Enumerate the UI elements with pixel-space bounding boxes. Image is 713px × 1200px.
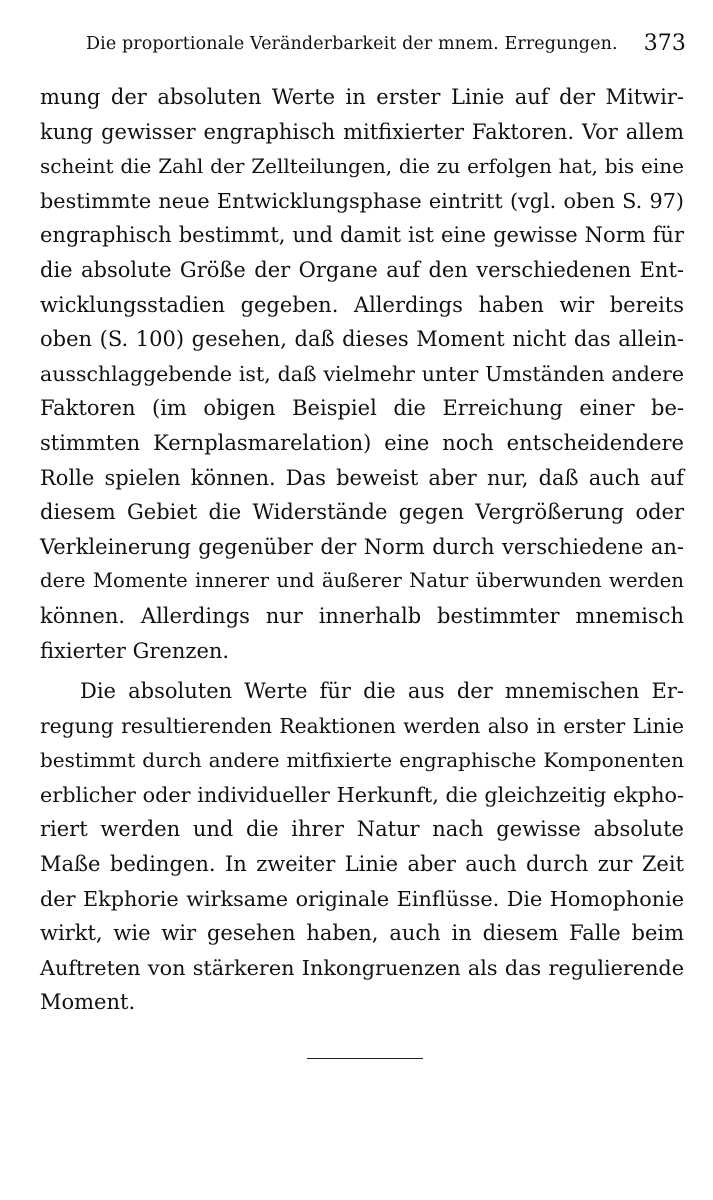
running-title: Die proportionale Veränderbarkeit der mnem. Erregungen. [86, 34, 618, 54]
text-line: fixierter Grenzen. [40, 638, 230, 663]
text-line: scheint die Zahl der Zellteilungen, die zu erfolgen hat, bis eine [40, 154, 684, 179]
text-line: Rolle spielen können. Das beweist aber nur, daß auch auf [40, 465, 684, 490]
text-line: riert werden und die ihrer Natur nach gewisse absolute [40, 817, 684, 842]
text-line: ausschlaggebende ist, daß vielmehr unter Umständen andere [40, 361, 684, 386]
text-line: bestimmt durch andere mitfixierte engraphische Komponenten [40, 748, 684, 773]
text-line: stimmten Kernplasmarelation) eine noch entscheidendere [40, 430, 684, 455]
text-line: können. Allerdings nur innerhalb bestimmter mnemisch [40, 603, 684, 628]
text-line: die absolute Größe der Organe auf den verschiedenen Ent- [40, 257, 684, 282]
text-line: regung resultierenden Reaktionen werden also in erster Linie [40, 713, 684, 738]
page-number: 373 [643, 31, 686, 56]
text-line: wicklungsstadien gegeben. Allerdings haben wir bereits [40, 292, 684, 317]
text-line: diesem Gebiet die Widerstände gegen Vergrößerung oder [40, 500, 684, 525]
text-line: erblicher oder individueller Herkunft, die gleichzeitig ekpho- [40, 782, 684, 807]
text-line: kung gewisser engraphisch mitfixierter Faktoren. Vor allem [40, 119, 684, 144]
body-text [40, 80, 684, 1020]
text-line: Faktoren (im obigen Beispiel die Erreichung einer be- [40, 396, 684, 421]
text-line: engraphisch bestimmt, und damit ist eine gewisse Norm für [40, 223, 684, 248]
text-line: Verkleinerung gegenüber der Norm durch verschiedene an- [40, 534, 684, 559]
text-line: Moment. [40, 990, 136, 1015]
text-line: bestimmte neue Entwicklungsphase eintritt (vgl. oben S. 97) [40, 188, 684, 213]
text-line: oben (S. 100) gesehen, daß dieses Moment nicht das allein- [40, 327, 684, 352]
running-head [86, 31, 686, 60]
text-line: Auftreten von stärkeren Inkongruenzen als das regulierende [40, 955, 684, 980]
text-line: dere Momente innerer und äußerer Natur überwunden werden [40, 569, 684, 593]
text-line: Die absoluten Werte für die aus der mnemischen Er- [80, 679, 684, 704]
text-line: Maße bedingen. In zweiter Linie aber auch durch zur Zeit [40, 852, 684, 877]
paragraph-2 [40, 674, 684, 1020]
paragraph-1 [40, 80, 684, 668]
text-line: wirkt, wie wir gesehen haben, auch in diesem Falle beim [40, 921, 684, 946]
text-line: der Ekphorie wirksame originale Einflüsse. Die Homophonie [40, 886, 684, 911]
footer-rule [307, 1058, 423, 1059]
text-line: mung der absoluten Werte in erster Linie auf der Mitwir- [40, 85, 684, 109]
